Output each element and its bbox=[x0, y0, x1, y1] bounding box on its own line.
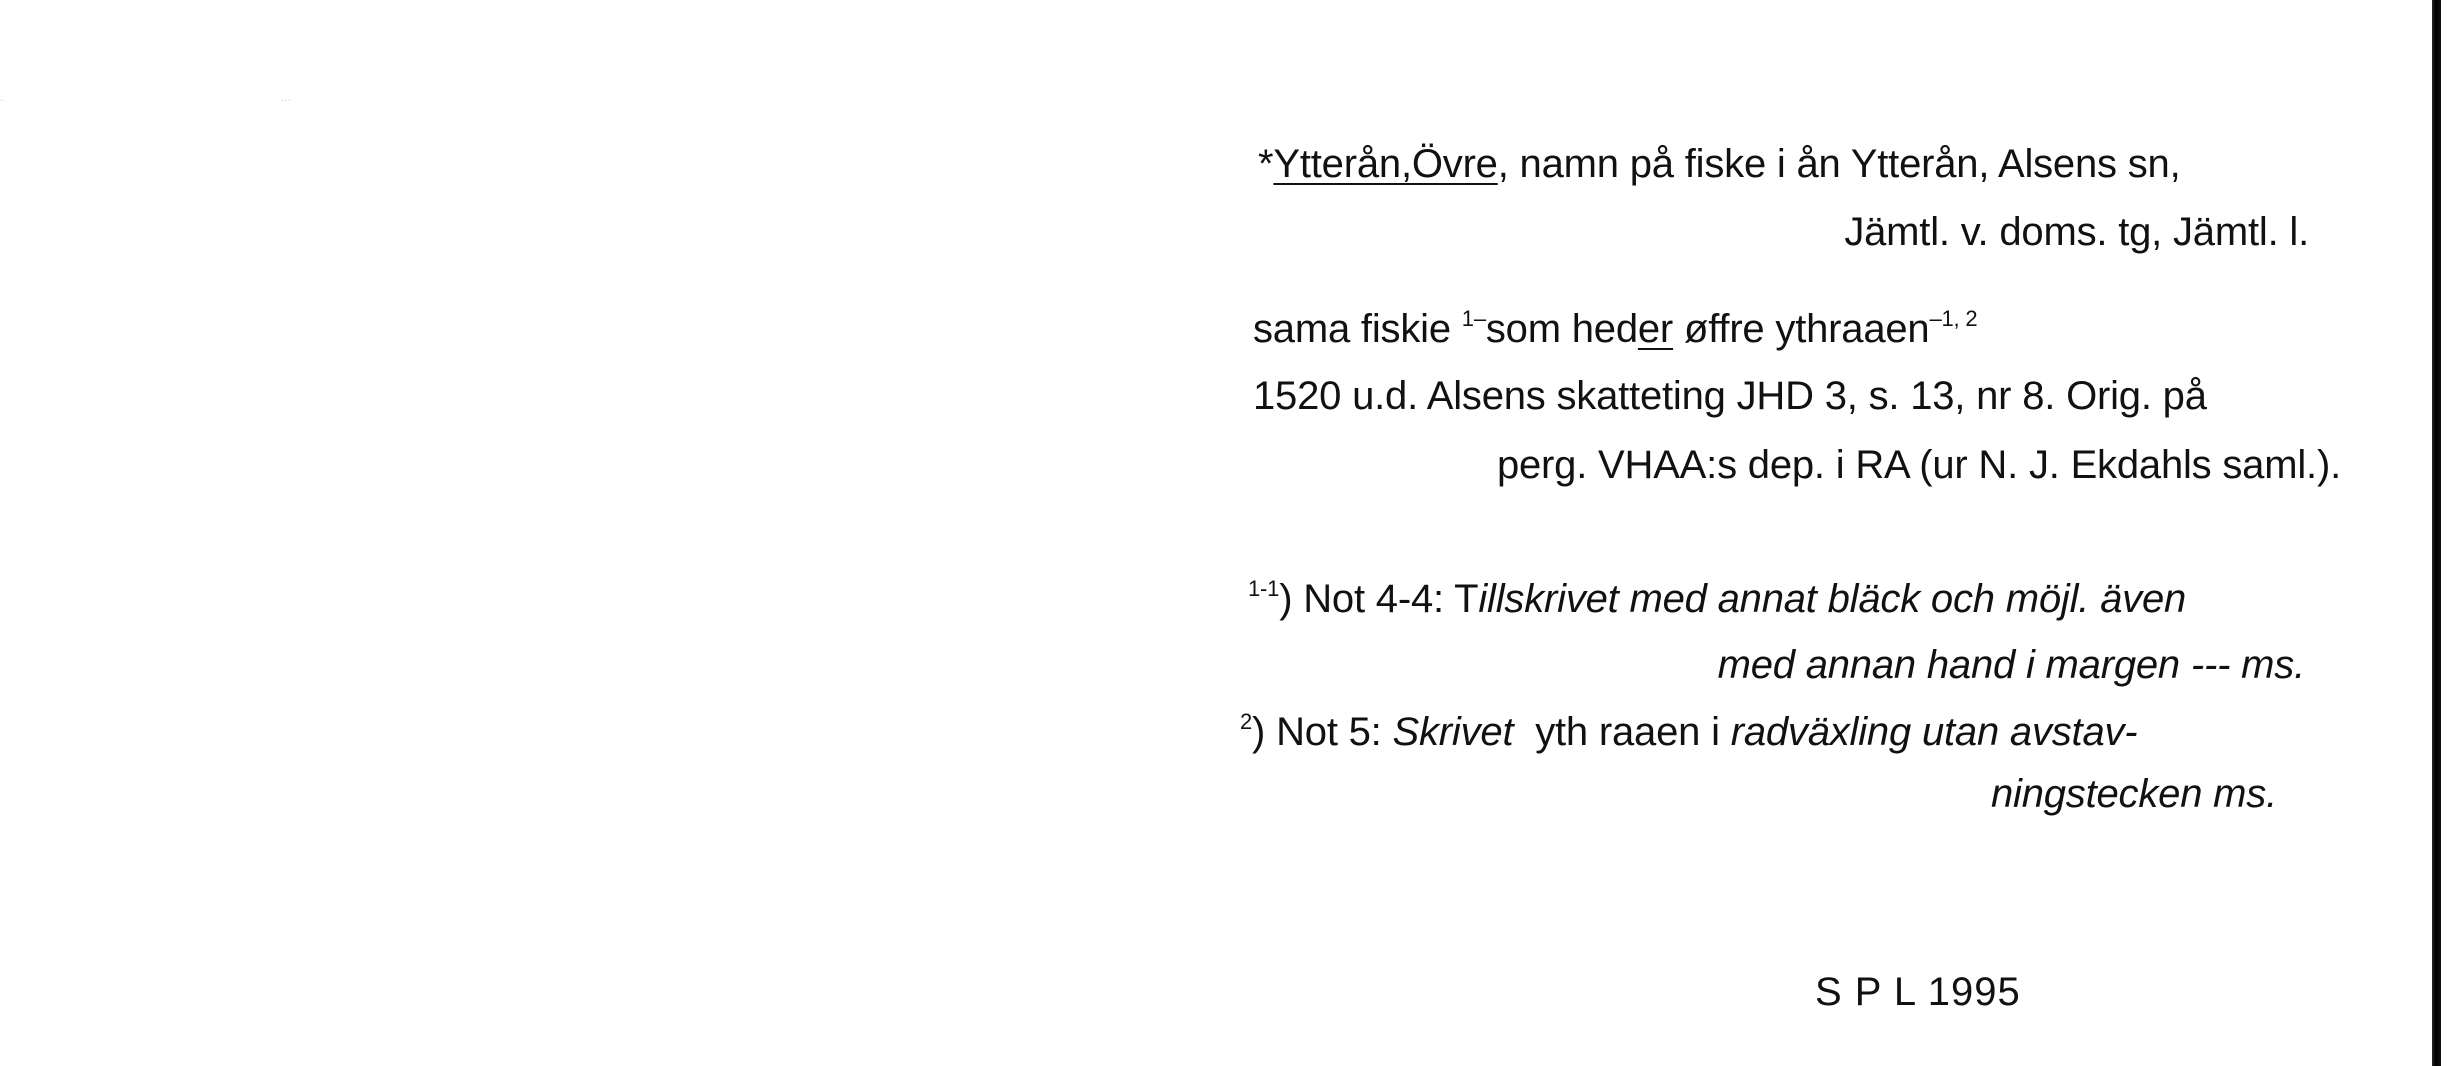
quote-part-a: sama fiskie bbox=[1253, 307, 1462, 351]
note-1 bbox=[1248, 575, 2186, 623]
note-2-plain: yth raaen i bbox=[1513, 710, 1731, 754]
quote-source: 1520 u.d. Alsens skatteting JHD 3, s. 13, nr 8. Orig. på bbox=[1253, 374, 2207, 418]
note-2-label: ) Not 5: bbox=[1252, 710, 1393, 754]
note-1-cont: med annan hand i margen --- ms. bbox=[1717, 643, 2305, 687]
entry-heading bbox=[1258, 140, 2181, 188]
quote-underlined: er bbox=[1637, 307, 1674, 351]
entry-location: Jämtl. v. doms. tg, Jämtl. l. bbox=[1844, 210, 2309, 254]
quote-mark-open: 1– bbox=[1461, 306, 1486, 331]
note-2 bbox=[1240, 708, 2137, 756]
note-2-italic-b: radväxling utan avstav- bbox=[1730, 710, 2138, 754]
quote-mark-close: –1, 2 bbox=[1929, 306, 1978, 331]
entry-asterisk: * bbox=[1258, 142, 1274, 186]
quote-text bbox=[1253, 305, 1977, 353]
card-edge-rule bbox=[2432, 0, 2441, 1066]
scan-specks: · ··· bbox=[0, 95, 292, 106]
note-2-mark: 2 bbox=[1240, 709, 1253, 734]
note-1-mark: 1-1 bbox=[1248, 576, 1280, 601]
quote-part-b: som hed bbox=[1485, 307, 1638, 351]
quote-source-cont: perg. VHAA:s dep. i RA (ur N. J. Ekdahls saml.). bbox=[1496, 443, 2341, 487]
note-1-label: ) Not 4-4: T bbox=[1279, 577, 1479, 621]
entry-description: , namn på fiske i ån Ytterån, Alsens sn, bbox=[1497, 142, 2181, 186]
note-1-text: illskrivet med annat bläck och möjl. även bbox=[1478, 577, 2187, 621]
quote-part-c: øffre ythraaen bbox=[1673, 307, 1930, 351]
signature: S P L 1995 bbox=[1815, 970, 2021, 1014]
note-2-cont: ningstecken ms. bbox=[1990, 772, 2277, 816]
entry-headword: Ytterån,Övre bbox=[1273, 142, 1498, 186]
note-2-italic-a: Skrivet bbox=[1392, 710, 1514, 754]
